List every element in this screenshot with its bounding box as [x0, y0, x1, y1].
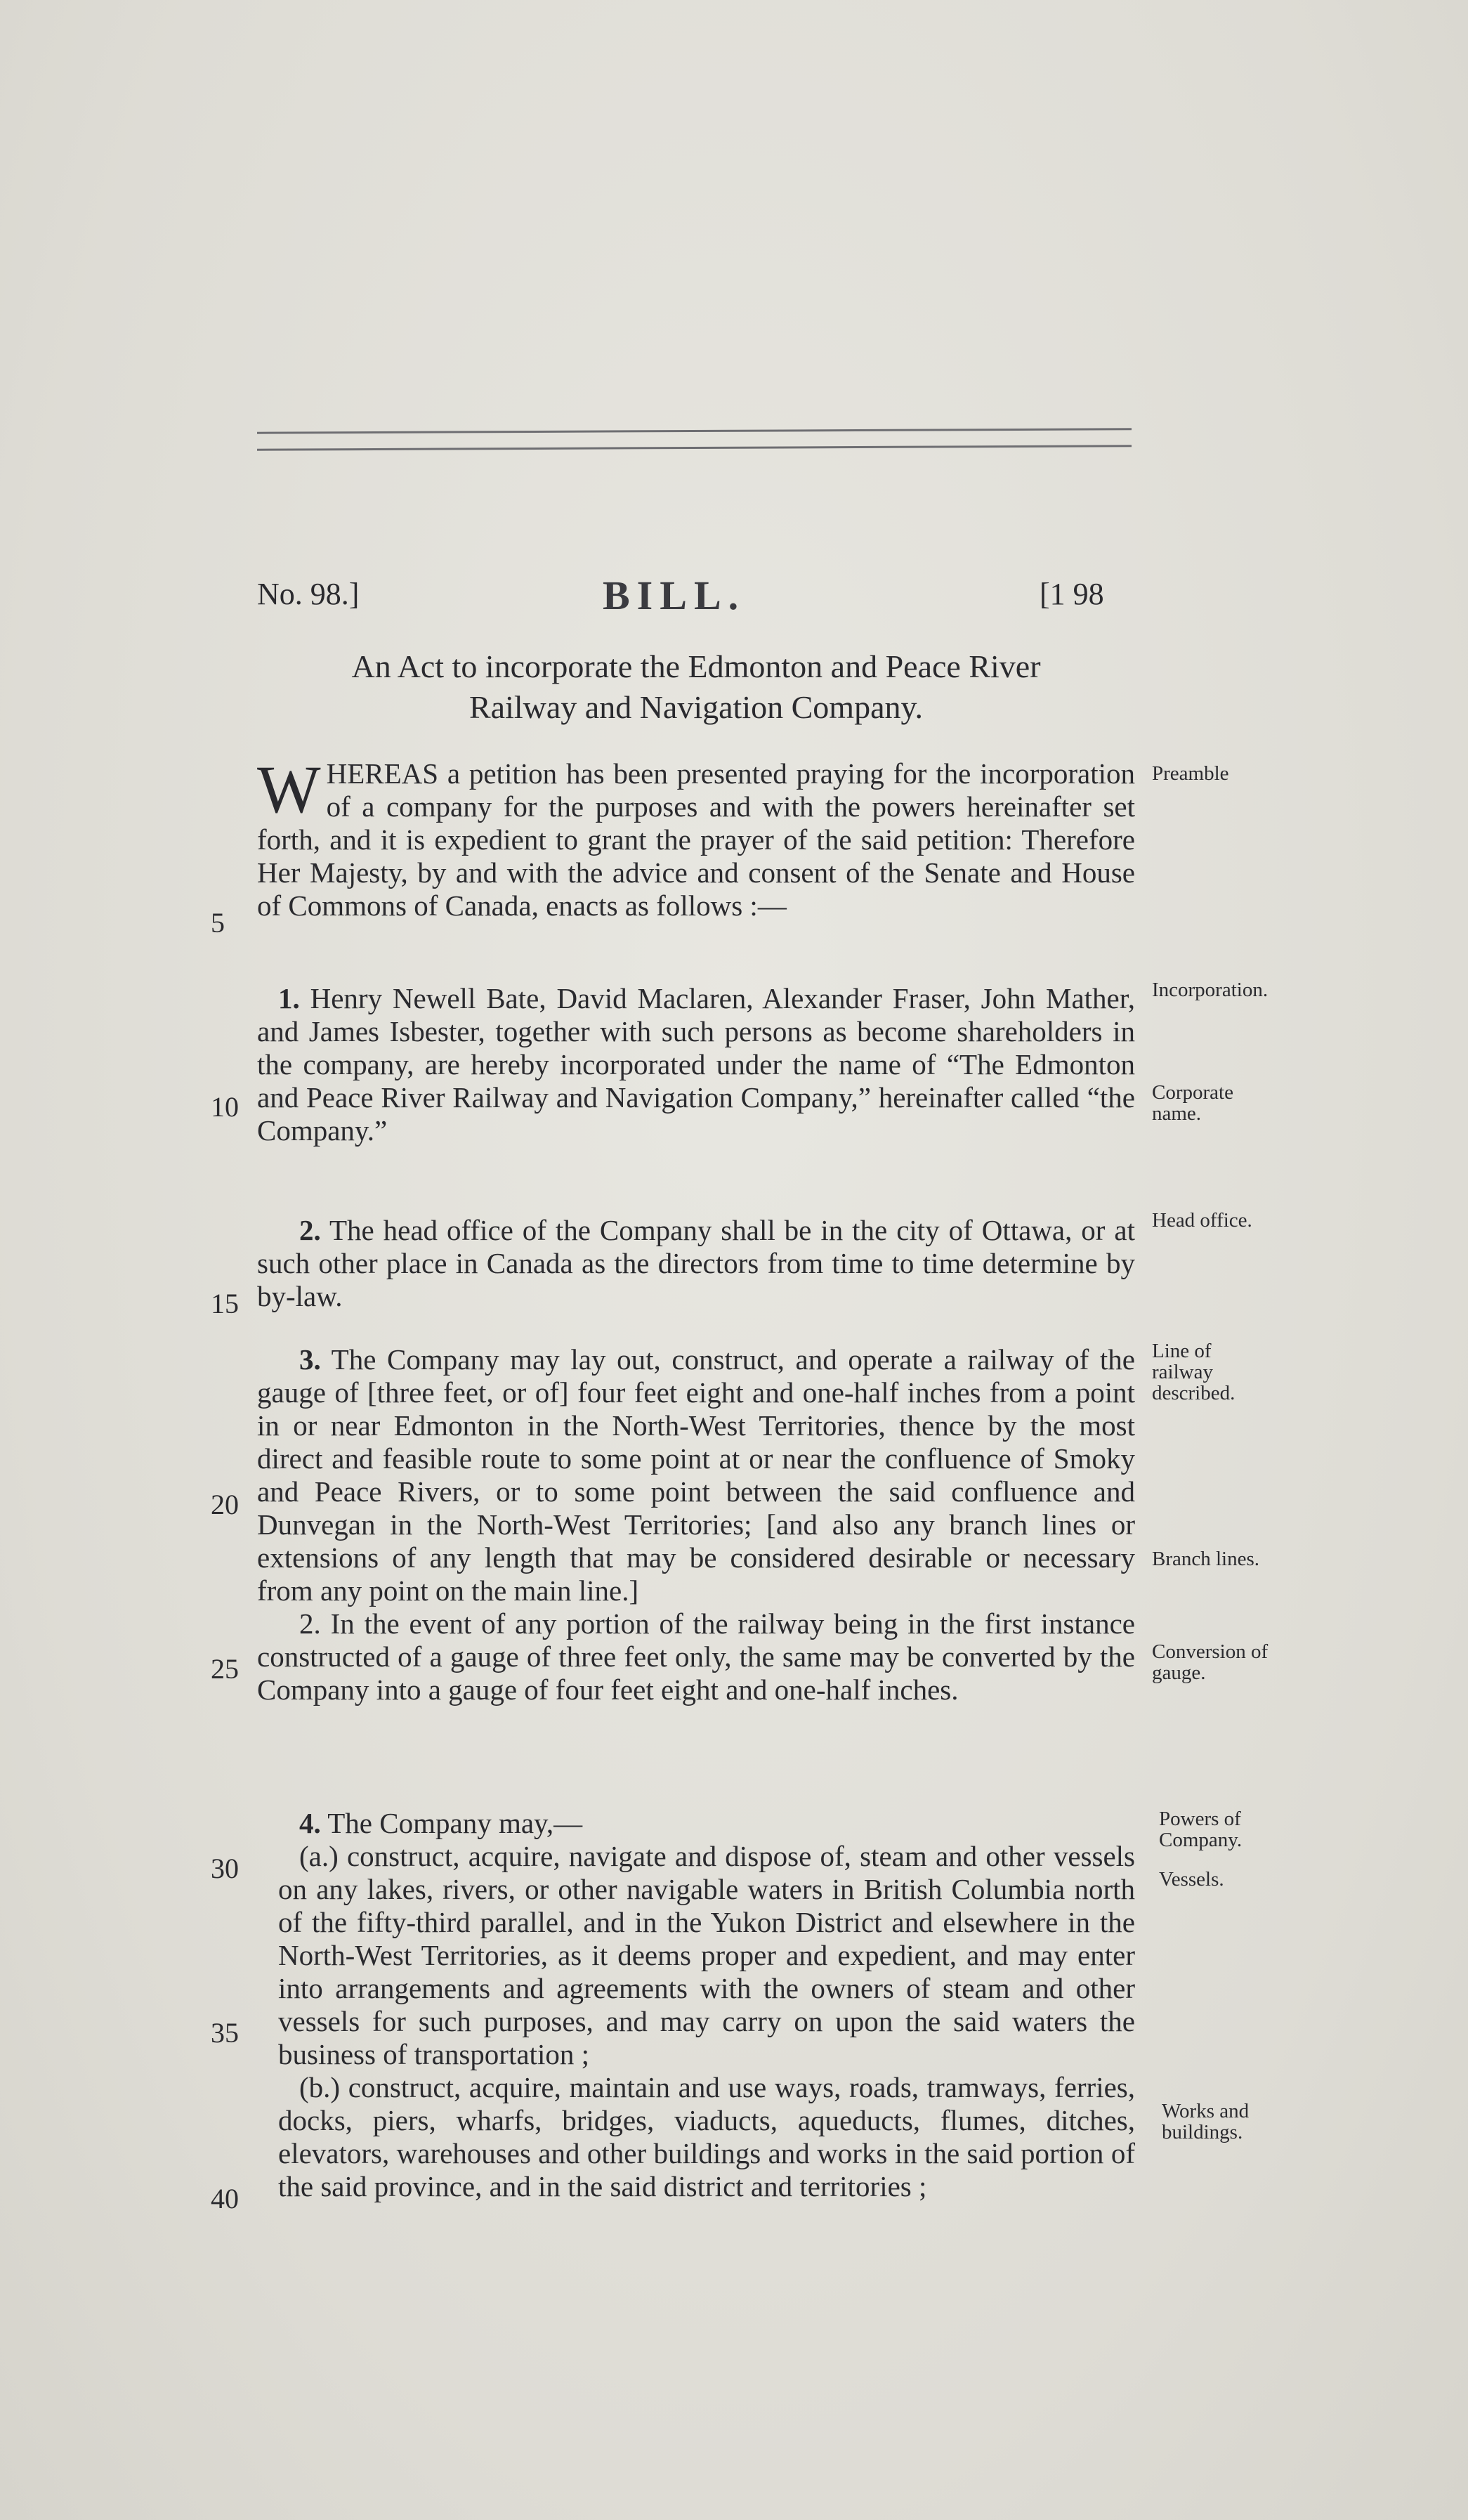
marginal-note-head-office: Head office.	[1152, 1209, 1252, 1232]
bill-heading: BILL.	[603, 573, 746, 618]
section-4-paragraph-b: (b.) construct, acquire, maintain and use ways, roads, tramways, ferries, docks, piers, wharfs, bridges, viaducts, aqueducts, flumes, ditches, elevators, warehouses and other buildings and works in the said portion of the said province, and in the said district and territories ;	[278, 2071, 1135, 2202]
marginal-note-incorporation: Incorporation.	[1152, 979, 1269, 1001]
section-3-subsection-2: 2. In the event of any portion of the railway being in the first instance constructed of a gauge of three feet only, the same may be converted by the Company into a gauge of four feet eight and one-half inches.	[257, 1607, 1135, 1706]
section-text: The Company may,—	[327, 1807, 583, 1839]
section-text: The Company may lay out, construct, and operate a railway of the gauge of [three feet, or of] four feet eight and one-half inches from a point in or near Edmonton in the North-West Territories, thence by the most direct and feasible route to some point at or near the confluence of Smoky and Peace Rivers, or to some point between the said confluence and Dunvegan in the North-West Territories; [and also any branch lines or extensions of any length that may be considered desirable or necessary from any point on the main line.]	[257, 1343, 1135, 1607]
marginal-note-powers: Powers of Company.	[1159, 1808, 1243, 1851]
section-text: Henry Newell Bate, David Maclaren, Alexander Fraser, John Mather, and James Isbester, together with such persons as become shareholders in the company, are hereby incorporated under the name of “The Edmonton and Peace River Railway and Navigation Company,” hereinafter called “the Company.”	[257, 982, 1136, 1147]
preamble-text: HEREAS a petition has been presented praying for the incorporation of a company for the purposes and with the powers hereinafter set forth, and it is expedient to grant the prayer of the said petition: Therefore Her Majesty, by and with the advice and consent of the Senate and House of Commons of Canada, enacts as follows :—	[257, 757, 1135, 922]
marginal-note-conversion: Conversion of gauge.	[1152, 1640, 1269, 1684]
section-4	[257, 1807, 1135, 2203]
marginal-note-preamble: Preamble	[1152, 762, 1229, 785]
line-number: 15	[211, 1288, 239, 1319]
line-number: 40	[211, 2183, 239, 2214]
line-number: 35	[211, 2017, 239, 2049]
act-title-line2: Railway and Navigation Company.	[469, 689, 923, 725]
section-number: 3.	[299, 1343, 321, 1376]
marginal-note-corporate-name: Corporate name.	[1152, 1081, 1233, 1125]
section-4-paragraph-a: (a.) construct, acquire, navigate and dispose of, steam and other vessels on any lakes, rivers, or other navigable waters in British Columbia north of the fifty-third parallel, and in the Yukon District and elsewhere in the North-West Territories, as it deems proper and expedient, and may enter into arrangements and agreements with the owners of steam and other vessels for such purposes, and may carry on upon the said waters the business of transportation ;	[278, 1840, 1135, 2070]
line-number: 5	[211, 907, 225, 939]
preamble	[257, 752, 1135, 922]
line-number: 30	[211, 1853, 239, 1884]
bill-date: [1 98	[1040, 577, 1104, 611]
drop-cap: W	[257, 752, 321, 827]
act-title-line1: An Act to incorporate the Edmonton and Peace River	[351, 648, 1041, 684]
top-rule	[257, 428, 1132, 433]
section-3	[257, 1343, 1135, 1706]
top-rule-second	[257, 445, 1132, 450]
marginal-note-branch-lines: Branch lines.	[1152, 1548, 1260, 1570]
section-1	[257, 982, 1135, 1147]
marginal-note-line-described: Line of railway described.	[1152, 1340, 1236, 1404]
bill-number: No. 98.]	[257, 577, 360, 611]
section-number: 4.	[299, 1807, 321, 1839]
section-number: 1.	[278, 982, 300, 1014]
line-number: 25	[211, 1653, 239, 1685]
act-title	[257, 646, 1135, 728]
section-text: The head office of the Company shall be in the city of Ottawa, or at such other place in Canada as the directors from time to time determine by by-law.	[257, 1214, 1135, 1312]
line-number: 20	[211, 1489, 239, 1520]
line-number: 10	[211, 1091, 239, 1123]
marginal-note-works: Works and buildings.	[1162, 2100, 1250, 2143]
section-2	[257, 1214, 1135, 1313]
section-number: 2.	[299, 1214, 321, 1246]
marginal-note-vessels: Vessels.	[1159, 1868, 1224, 1891]
